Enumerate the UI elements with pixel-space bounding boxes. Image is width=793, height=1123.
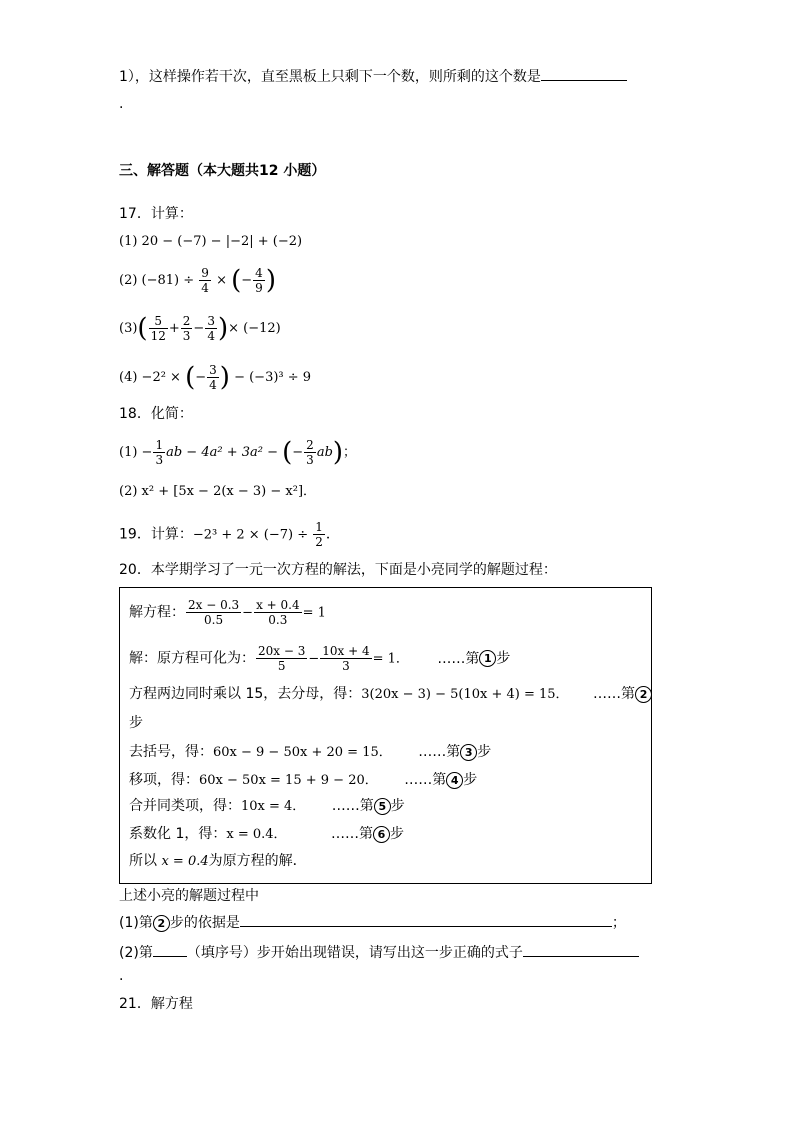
fraction: $\frac{3}{4}$	[209, 363, 217, 392]
step-circle-1: 1	[479, 650, 496, 667]
fraction: $\frac{10x + 4}{3}$	[322, 644, 370, 673]
step-circle-5: 5	[374, 798, 391, 815]
solution-line-6: 合并同类项，得：10x = 4． ……第 5 步	[129, 798, 405, 814]
answer-blank[interactable]	[153, 942, 187, 957]
solution-line-7: 系数化 1，得：x = 0.4． ……第 6 步	[129, 826, 404, 842]
q20-subq2: (2)第 （填序号）步开始出现错误，请写出这一步正确的式子	[119, 942, 639, 963]
fraction: $\frac{3}{4}$	[207, 314, 215, 343]
solution-line-8: 所以 x = 0.4为原方程的解．	[129, 853, 307, 869]
q20-after: 上述小亮的解题过程中	[119, 888, 259, 904]
trailing-dot: .	[119, 96, 124, 112]
step-circle-2: 2	[635, 686, 652, 703]
fraction: $\frac{20x - 3}{5}$	[258, 644, 306, 673]
step-circle-4: 4	[446, 772, 463, 789]
q18-part2: (2) x² + [5x − 2(x − 3) − x²]．	[119, 484, 317, 499]
fraction: $\frac{4}{9}$	[255, 266, 263, 295]
fraction: $\frac{5}{12}$	[150, 314, 166, 343]
q17-part2: (2) (−81) ÷ $\frac{9}{4}$ × (− $\frac{4}{9}$ )	[119, 265, 276, 296]
solution-line-4: 去括号，得：60x − 9 − 50x + 20 = 15． ……第 3 步	[129, 744, 492, 760]
q17-title: 17．计算：	[119, 206, 193, 222]
fraction: $\frac{1}{2}$	[315, 520, 323, 549]
q21-title: 21．解方程	[119, 996, 193, 1012]
fraction: $\frac{2}{3}$	[306, 438, 314, 467]
solution-line-5: 移项，得：60x − 50x = 15 + 9 − 20． ……第 4 步	[129, 772, 478, 788]
fraction: $\frac{x + 0.4}{0.3}$	[256, 598, 300, 627]
solution-line-3: 方程两边同时乘以 15，去分母，得：3(20x − 3) − 5(10x + 4) = 15． ……第 2	[129, 684, 652, 705]
fraction: $\frac{2x - 0.3}{0.5}$	[188, 598, 240, 627]
solution-line-1: 解方程： $\frac{2x - 0.3}{0.5}$ − $\frac{x + 0.4}{0.3}$ = 1	[129, 598, 326, 627]
fraction: $\frac{2}{3}$	[182, 314, 191, 343]
solution-line-2: 解：原方程可化为： $\frac{20x - 3}{5}$ − $\frac{10x + 4}{3}$ = 1． ……第 1 步	[129, 644, 511, 673]
trailing-dot: .	[119, 968, 124, 984]
answer-blank[interactable]	[523, 942, 639, 957]
q17-part4: (4) −2² × (− $\frac{3}{4}$ ) − (−3)³ ÷ 9	[119, 362, 312, 393]
section-title: 三、解答题（本大题共12 小题）	[119, 163, 326, 179]
q20-subq1: (1)第 2 步的依据是 ；	[119, 912, 626, 933]
answer-blank[interactable]	[240, 912, 612, 927]
q17-part3: (3)( $\frac{5}{12}$ + $\frac{2}{3}$ − $\frac{3}{4}$ )× (−12)	[119, 313, 281, 344]
q17-part1: (1) 20 − (−7) − |−2| + (−2)	[119, 234, 303, 249]
solution-line-3-cont: 步	[129, 715, 143, 731]
fraction: $\frac{9}{4}$	[201, 266, 209, 295]
q20-intro: 20．本学期学习了一元一次方程的解法，下面是小亮同学的解题过程：	[119, 562, 557, 578]
step-circle-2-ref: 2	[153, 915, 170, 932]
q19: 19．计算：−2³ + 2 × (−7) ÷ $\frac{1}{2}$ ．	[119, 520, 340, 549]
fraction: $\frac{1}{3}$	[155, 438, 164, 467]
solution-box	[119, 587, 652, 884]
q18-title: 18．化简：	[119, 406, 193, 422]
step-circle-3: 3	[460, 744, 477, 761]
step-circle-6: 6	[373, 826, 390, 843]
answer-blank[interactable]	[541, 66, 627, 81]
question-16-tail: 1），这样操作若干次，直至黑板上只剩下一个数，则所剩的这个数是	[119, 66, 627, 87]
q18-part1: (1) − $\frac{1}{3}$ ab − 4a² + 3a² − (− $\frac{2}{3}$ ab)；	[119, 437, 357, 468]
